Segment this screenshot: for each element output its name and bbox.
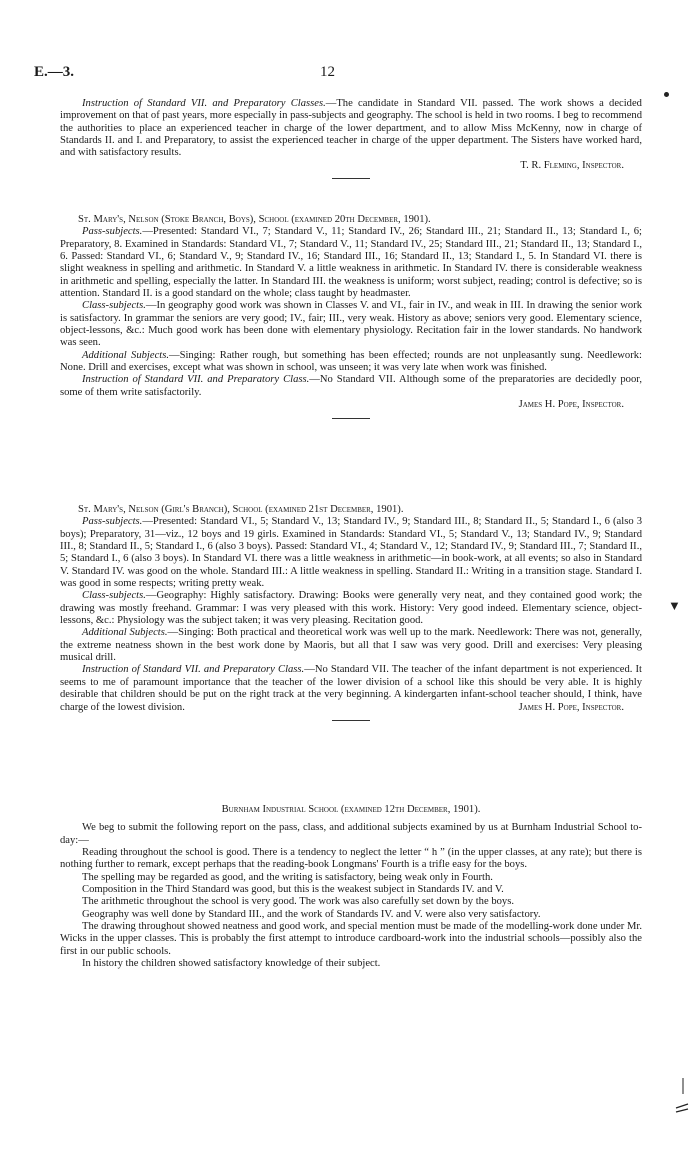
section-paragraph (60, 516, 642, 590)
intro-lead: Instruction of Standard VII. and Preparatory Classes. (82, 98, 326, 109)
paragraph-lead: Additional Subjects. (82, 627, 168, 639)
section-girls-branch (60, 504, 642, 721)
section-title: St. Mary's, Nelson (Stoke Branch, Boys), School (examined 20th December, 1901). (78, 214, 431, 225)
paragraph-text: —In geography good work was shown in Classes V. and VI., fair in IV., and weak in III. In drawing the senior work is satisfactory. In grammar the seniors are very good; IV., fair; III., very weak. History as above; seniors very good. Elementary science, object-lessons, &c.: Much good work has been done with elementary physiology. Recitation fair in the lower standards. No handwork was seen. (60, 300, 642, 349)
page-number: 12 (320, 64, 335, 80)
section-paragraph: The arithmetic throughout the school is very good. The work was also carefully set down by the boys. (82, 896, 514, 908)
paragraph-lead: Instruction of Standard VII. and Preparatory Class. (82, 374, 310, 386)
section-stoke-boys (60, 214, 642, 419)
section-paragraph: In history the children showed satisfactory knowledge of their subject. (82, 958, 381, 970)
intro-section (60, 98, 642, 179)
section-paragraph: The drawing throughout showed neatness and good work, and special mention must be made of the modelling-work done under Mr. Wicks in the upper classes. This is probably the first attempt to introduce cardboard-work into the industrial schools—possibly also the first in our public schools. (60, 921, 642, 957)
section-paragraph: Geography was well done by Standard III., and the work of Standards IV. and V. were also very satisfactory. (82, 908, 541, 920)
divider (332, 720, 370, 721)
section-title: St. Mary's, Nelson (Girl's Branch), School (examined 21st December, 1901). (78, 504, 404, 515)
divider (332, 418, 370, 419)
page-id: E.—3. (34, 64, 75, 80)
paragraph-lead: Additional Subjects. (82, 349, 169, 361)
intro-signature: T. R. Fleming, Inspector. (520, 159, 624, 171)
paragraph-lead: Class-subjects. (82, 590, 146, 602)
paragraph-text: —No Standard VII. The teacher of the infant department is not experienced. It seems to me of paramount importance that the teacher of the lower division of a school like this should be very able. It is highly desirable that children should be put on the right track at the very beginning. A kindergarten infant-school teacher should, I think, have charge of the lowest division. (60, 664, 642, 713)
divider (332, 178, 370, 179)
section-signature: James H. Pope, Inspector. (518, 701, 624, 713)
margin-mark: ▼ (668, 598, 681, 613)
section-paragraph (60, 226, 642, 300)
section-paragraph (60, 664, 642, 713)
section-paragraph (60, 300, 642, 349)
section-signature: James H. Pope, Inspector. (518, 399, 624, 411)
paragraph-text: —Presented: Standard VI., 7; Standard V., 11; Standard IV., 26; Standard III., 21; Standard II., 13; Standard I., 6; Preparatory, 8. Examined in Standards: Standard VI., 7; Standard V., 11; Standard IV., 25; Standard III., 21; Standard II., 13; Standard I., 6. Passed: Standard VI., 6; Standard V., 9; Standard IV., 16; Standard III., 16; Standard II., 13; Standard I., 5. In Standard VI. there is slight weakness in spelling and arithmetic. In Standard V. a little weakness in arithmetic. In Standard IV. there is considerable weakness in arithmetic and spelling, especially the latter. In Standard III. the weakness is uniform; worst subject, reading; control is defective; so is attention. Standard II. is a good standard on the whole; class taught by headmaster. (60, 226, 642, 300)
section-paragraph: Composition in the Third Standard was good, but this is the weakest subject in Standards IV. and V. (82, 884, 504, 896)
paragraph-lead: Class-subjects. (82, 300, 146, 312)
margin-bracket (674, 1078, 690, 1128)
section-paragraph (60, 350, 642, 375)
paragraph-text: —Geography: Highly satisfactory. Drawing: Books were generally very neat, and they contained good work; the drawing was mostly freehand. Grammar: I was very pleased with this work. History: Very good indeed. Elementary science, object-lessons, &c.: Physiology was the subject taken; it was very pleasing. Recitation good. (60, 590, 642, 627)
paragraph-lead: Instruction of Standard VII. and Preparatory Class. (82, 664, 305, 676)
section-paragraph (60, 374, 642, 399)
section-burnham (60, 804, 642, 970)
section-paragraph: Reading throughout the school is good. There is a tendency to neglect the letter “ h ” (in the upper classes, at any rate); but there is nothing further to remark, except perhaps that the reading-book Longmans' Fourth is a trifle easy for the boys. (60, 847, 642, 871)
paragraph-text: —Singing: Both practical and theoretical work was well up to the mark. Needlework: There was not, generally, the extreme neatness shown in the best work done by Maoris, but all that I saw was very good. Drill and exercises: Very pleasing musical drill. (60, 627, 642, 664)
section-paragraph: We beg to submit the following report on the pass, class, and additional subjects examined by us at Burnham Industrial School to-day:— (60, 822, 642, 846)
section-paragraph: The spelling may be regarded as good, and the writing is satisfactory, being weak only in Fourth. (82, 871, 493, 883)
paragraph-lead: Pass-subjects. (82, 226, 143, 238)
margin-dot (664, 92, 669, 97)
paragraph-lead: Pass-subjects. (82, 516, 143, 528)
paragraph-text: —No Standard VII. Although some of the preparatories are decidedly poor, some of them write satisfactorily. (60, 374, 642, 398)
section-paragraph (60, 590, 642, 627)
section-title: Burnham Industrial School (examined 12th December, 1901). (221, 804, 481, 815)
intro-text: —The candidate in Standard VII. passed. The work shows a decided improvement on that of past years, more especially in pass-subjects and geography. The school is held in two rooms. I beg to recommend the authorities to place an experienced teacher in charge of the lower department, and to allow Miss McKenny, now in charge of Standards II. and I. and Preparatory, to assist the experienced teacher in charge of the upper department. The Sisters have worked hard, and with satisfactory results. (60, 98, 642, 159)
intro-paragraph (60, 98, 642, 160)
section-paragraph (60, 627, 642, 664)
paragraph-text: —Singing: Rather rough, but something has been effected; rounds are not unpleasantly sung. Needlework: None. Drill and exercises, except what was shown in school, was unseen; it was very late when work was finished. (60, 349, 642, 374)
paragraph-text: —Presented: Standard VI., 5; Standard V., 13; Standard IV., 9; Standard III., 8; Standard II., 5; Standard I., 6 (also 3 boys); Preparatory, 31—viz., 12 boys and 19 girls. Examined in Standards: Standard VI., 5; Standard V., 13; Standard IV., 9; Standard III., 8; Standard II., 5; Standard I., 6 (also 3 boys). Passed: Standard VI., 4; Standard V., 12; Standard IV., 9; Standard III., 7; Standard II., 5; Standard I., 6 (also 3 boys). In Standard VI. there was a little weakness in arithmetic—in book-work, at all events; so also in Standard V. Standard IV. was good on the whole. Standard III.: A little weakness in spelling. Standard II.: Writing in a transition stage. Standard I. was good in some respects; writing pretty weak. (60, 516, 642, 590)
